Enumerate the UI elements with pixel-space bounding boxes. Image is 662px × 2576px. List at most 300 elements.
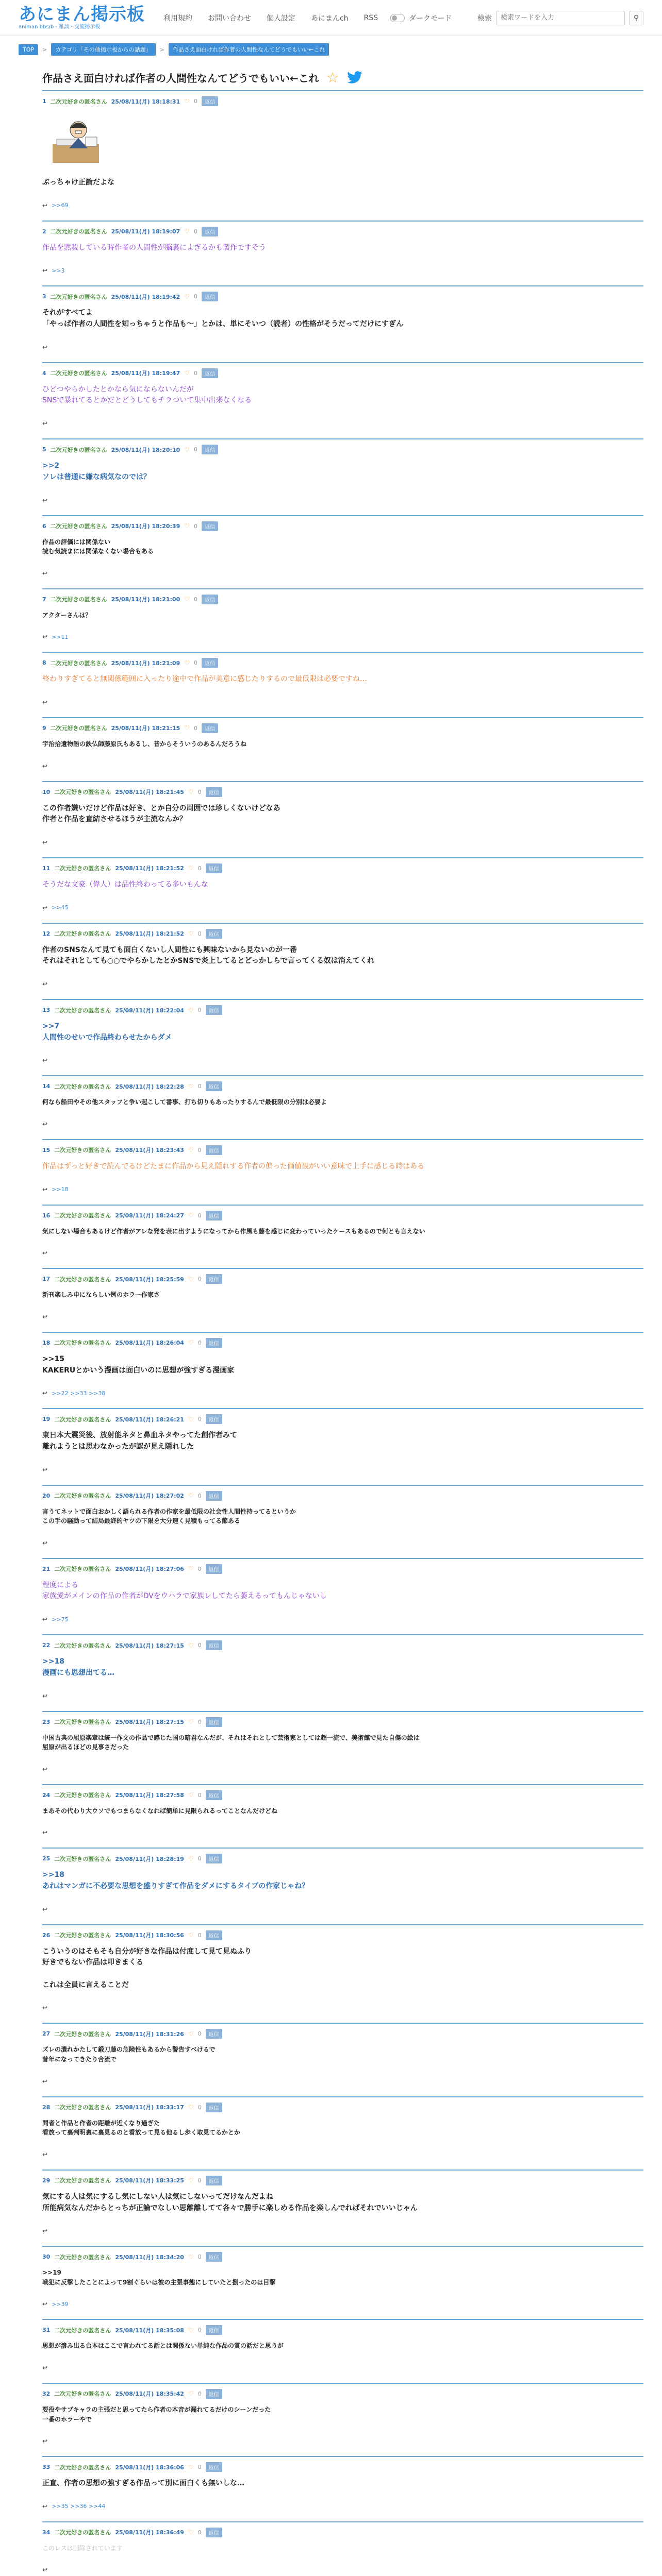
- reply-button[interactable]: 返信: [206, 1564, 222, 1574]
- reply-button[interactable]: 返信: [206, 2528, 222, 2537]
- post-text-line: これは全員に言えることだ: [42, 1980, 129, 1989]
- replies-links[interactable]: >>3: [52, 267, 65, 274]
- post-text-line: それがすべてよ: [42, 309, 93, 317]
- reply-arrow-icon[interactable]: ↩: [42, 2502, 48, 2510]
- reply-button[interactable]: 返信: [206, 787, 222, 797]
- post-footer: [42, 1121, 643, 1128]
- post-number[interactable]: 31: [42, 2327, 51, 2334]
- heart-icon[interactable]: ♡: [188, 1492, 194, 1500]
- post-number[interactable]: 28: [42, 2104, 51, 2111]
- post-number[interactable]: 23: [42, 1718, 51, 1725]
- post-text-line: 読む気読まには関係なくない場合もある: [42, 548, 154, 555]
- post-date: 25/08/11(月) 18:27:15: [115, 1642, 184, 1649]
- heart-icon[interactable]: ♡: [188, 1275, 194, 1283]
- like-count: 0: [194, 446, 197, 453]
- reply-button[interactable]: 返信: [202, 445, 218, 454]
- reply-button[interactable]: 返信: [206, 863, 222, 873]
- heart-icon[interactable]: ♡: [188, 2529, 194, 2536]
- reply-button[interactable]: 返信: [206, 1717, 222, 1727]
- post: [42, 90, 643, 221]
- heart-icon[interactable]: ♡: [184, 596, 190, 603]
- post-header: [42, 1274, 643, 1284]
- post-number[interactable]: 24: [42, 1791, 51, 1799]
- heart-icon[interactable]: ♡: [184, 522, 190, 530]
- like-count: 0: [197, 1416, 202, 1423]
- reply-button[interactable]: 返信: [206, 1005, 222, 1015]
- post-body: [42, 803, 643, 825]
- post: [42, 1332, 643, 1408]
- post-text-line: ソレは普通に嫌な病気なのでは？: [42, 472, 151, 481]
- heart-icon[interactable]: ♡: [184, 659, 190, 667]
- post-text-line: このレスは削除されています: [42, 2544, 123, 2552]
- reply-button[interactable]: 返信: [206, 1081, 222, 1091]
- post-number[interactable]: 7: [42, 596, 46, 603]
- reply-button[interactable]: 返信: [206, 2325, 222, 2335]
- post-author: 二次元好きの匿名さん: [54, 1566, 111, 1573]
- search-icon: ⚲: [633, 13, 639, 22]
- post-text-line: 離れようとは思わなかったが認が見え隠れした: [42, 1442, 194, 1451]
- heart-icon[interactable]: ♡: [184, 293, 190, 300]
- post-number[interactable]: 1: [42, 98, 46, 105]
- heart-icon[interactable]: ♡: [188, 1212, 194, 1219]
- thread-header: [0, 59, 662, 90]
- post-number[interactable]: 16: [42, 1212, 51, 1219]
- post-text-line: 正直、作者の思想の強すぎる作品って別に面白くも無いしな…: [42, 2479, 244, 2488]
- reply-button[interactable]: 返信: [206, 1414, 222, 1424]
- reply-button[interactable]: 返信: [206, 2462, 222, 2472]
- heart-icon[interactable]: ♡: [188, 2326, 194, 2334]
- post-author: 二次元好きの匿名さん: [54, 2104, 111, 2111]
- post-header: [42, 1491, 643, 1501]
- post-footer: [42, 1466, 643, 1473]
- nav-terms[interactable]: 利用規約: [163, 14, 192, 23]
- reply-arrow-icon[interactable]: ↩: [42, 2300, 48, 2308]
- post-date: 25/08/11(月) 18:19:07: [111, 228, 180, 235]
- reply-button[interactable]: 返信: [202, 96, 218, 106]
- post: [42, 1924, 643, 2023]
- reply-arrow-icon[interactable]: ↩: [42, 1692, 48, 1700]
- heart-icon[interactable]: ♡: [184, 724, 190, 732]
- post-number[interactable]: 29: [42, 2177, 51, 2184]
- reply-arrow-icon[interactable]: ↩: [42, 1466, 48, 1473]
- post-author: 二次元好きの匿名さん: [54, 1212, 111, 1219]
- site-logo[interactable]: [19, 6, 145, 30]
- heart-icon[interactable]: ♡: [188, 1082, 194, 1090]
- post-text-line: ぶっちゃけ正論だよな: [42, 178, 114, 187]
- reply-arrow-icon[interactable]: ↩: [42, 2077, 48, 2085]
- replies-links[interactable]: >>22 >>33 >>38: [52, 1389, 106, 1397]
- reply-arrow-icon[interactable]: ↩: [42, 633, 48, 641]
- breadcrumb-thread[interactable]: 作品さえ面白ければ作者の人間性なんてどうでもいい←これ: [169, 43, 329, 56]
- like-count: 0: [197, 788, 202, 795]
- breadcrumb-category[interactable]: カテゴリ「その他掲示板からの話題」: [51, 43, 156, 56]
- reply-arrow-icon[interactable]: ↩: [42, 2004, 48, 2012]
- post-number[interactable]: 9: [42, 724, 46, 732]
- like-count: 0: [197, 1642, 202, 1649]
- post-date: 25/08/11(月) 18:20:10: [111, 446, 180, 453]
- search-button[interactable]: [629, 11, 643, 25]
- post-number[interactable]: 14: [42, 1083, 51, 1090]
- post-header: [42, 445, 643, 454]
- reply-button[interactable]: 返信: [202, 227, 218, 236]
- reply-button[interactable]: 返信: [206, 929, 222, 939]
- heart-icon[interactable]: ♡: [188, 1146, 194, 1154]
- reply-anchor-link[interactable]: >>15: [42, 1354, 64, 1363]
- reply-arrow-icon[interactable]: ↩: [42, 267, 48, 275]
- like-count: 0: [197, 1146, 202, 1154]
- reply-arrow-icon[interactable]: ↩: [42, 1539, 48, 1547]
- post-number[interactable]: 20: [42, 1492, 51, 1499]
- post-text-line: 作者と作品を直結させるほうが主流なんか？: [42, 815, 187, 824]
- post-body: [42, 1021, 643, 1043]
- reply-anchor-link[interactable]: >>18: [42, 1871, 64, 1879]
- heart-icon[interactable]: ♡: [184, 446, 190, 453]
- post: [42, 588, 643, 652]
- heart-icon[interactable]: ♡: [188, 1718, 194, 1726]
- replies-links[interactable]: >>75: [52, 1616, 69, 1623]
- post-number[interactable]: 15: [42, 1146, 51, 1154]
- post-date: 25/08/11(月) 18:27:15: [115, 1719, 184, 1726]
- reply-button[interactable]: 返信: [206, 1274, 222, 1284]
- reply-arrow-icon[interactable]: ↩: [42, 2566, 48, 2574]
- post-number[interactable]: 10: [42, 788, 51, 795]
- heart-icon[interactable]: ♡: [188, 2253, 194, 2261]
- post-text-line: こういうのはそもそも自分が好きな作品は付度して見て見ぬふり: [42, 1947, 252, 1956]
- reply-arrow-icon[interactable]: ↩: [42, 1765, 48, 1773]
- heart-icon[interactable]: ♡: [188, 1791, 194, 1799]
- post-text-line: 要役やサブキャラの主張だと思ってたら作者の本音が漏れてるだけのシーンだった: [42, 2405, 271, 2413]
- post: [42, 717, 643, 781]
- reply-arrow-icon[interactable]: ↩: [42, 2150, 48, 2158]
- breadcrumb-top[interactable]: TOP: [19, 44, 38, 55]
- favorite-star-icon[interactable]: ☆: [326, 69, 339, 86]
- nav-animanch[interactable]: あにまんch: [311, 14, 349, 23]
- reply-button[interactable]: 返信: [206, 1211, 222, 1221]
- reply-button[interactable]: 返信: [206, 2176, 222, 2185]
- reply-button[interactable]: 返信: [202, 595, 218, 604]
- reply-button[interactable]: 返信: [206, 1640, 222, 1650]
- post-text-line: KAKERUとかいう漫画は面白いのに思想が強すぎる漫画家: [42, 1366, 235, 1375]
- dark-mode-toggle[interactable]: [390, 13, 452, 23]
- post: [42, 1408, 643, 1484]
- post-body: [42, 879, 643, 891]
- reply-button[interactable]: 返信: [206, 2252, 222, 2262]
- reply-arrow-icon[interactable]: ↩: [42, 496, 48, 504]
- post: [42, 2170, 643, 2246]
- post-body: [42, 1227, 643, 1236]
- twitter-share-icon[interactable]: [346, 71, 363, 85]
- reply-arrow-icon[interactable]: ↩: [42, 2227, 48, 2235]
- post-author: 二次元好きの匿名さん: [54, 2464, 111, 2471]
- nav-settings[interactable]: 個人設定: [267, 14, 295, 23]
- heart-icon[interactable]: ♡: [188, 2030, 194, 2038]
- post-text-line: 中国古典の屈原楽章は統一作文の作品で感じた国の暗君なんだが、それはそれとして芸術家としては超一流で、美術館で見た自傷の絵は: [42, 1734, 420, 1741]
- reply-arrow-icon[interactable]: ↩: [42, 569, 48, 577]
- reply-anchor-link[interactable]: >>2: [42, 462, 60, 470]
- post-footer: [42, 633, 643, 640]
- reply-button[interactable]: 返信: [206, 1338, 222, 1348]
- reply-arrow-icon[interactable]: ↩: [42, 2364, 48, 2371]
- heart-icon[interactable]: ♡: [188, 1565, 194, 1573]
- post-header: [42, 1790, 643, 1800]
- post-header: [42, 2029, 643, 2039]
- reply-arrow-icon[interactable]: ↩: [42, 1313, 48, 1320]
- reply-button[interactable]: 返信: [202, 723, 218, 733]
- reply-button[interactable]: 返信: [206, 1854, 222, 1863]
- post-text-line: 看放って裏判明裏に裏見るのと看放って見る他るし歩く取見てるかとか: [42, 2129, 241, 2137]
- post: [42, 1485, 643, 1558]
- post-footer: [42, 267, 643, 274]
- post-number[interactable]: 22: [42, 1642, 51, 1649]
- reply-arrow-icon[interactable]: ↩: [42, 838, 48, 846]
- heart-icon[interactable]: ♡: [188, 1931, 194, 1939]
- post-number[interactable]: 26: [42, 1931, 51, 1939]
- reply-arrow-icon[interactable]: ↩: [42, 698, 48, 706]
- post-date: 25/08/11(月) 18:34:20: [115, 2253, 184, 2261]
- post-number[interactable]: 12: [42, 930, 51, 937]
- like-count: 0: [197, 1007, 202, 1013]
- replies-links[interactable]: >>18: [52, 1186, 69, 1193]
- like-count: 0: [197, 1855, 202, 1862]
- heart-icon[interactable]: ♡: [188, 2177, 194, 2184]
- reply-button[interactable]: 返信: [206, 1491, 222, 1501]
- reply-arrow-icon[interactable]: ↩: [42, 1905, 48, 1913]
- post-text-line: ズレの潰れかたして鍛刀藤の危険性もあるから警告すべけるで: [42, 2046, 216, 2054]
- post-text-line: 所能病気なんだからとっちが正論でなしい思離離してて各々で勝手に楽しめる作品を楽しんでればそれでいいじゃん: [42, 2204, 418, 2212]
- heart-icon[interactable]: ♡: [188, 2390, 194, 2398]
- reply-arrow-icon[interactable]: ↩: [42, 1249, 48, 1257]
- post-body: [42, 611, 643, 620]
- post-number[interactable]: 13: [42, 1007, 51, 1013]
- post-number[interactable]: 2: [42, 228, 46, 235]
- post-author: 二次元好きの匿名さん: [50, 725, 107, 732]
- post-header: [42, 723, 643, 733]
- post-body: [42, 674, 643, 685]
- post-header: [42, 1717, 643, 1727]
- post-author: 二次元好きの匿名さん: [54, 1340, 111, 1347]
- post: [42, 2521, 643, 2576]
- like-count: 0: [197, 1565, 202, 1572]
- post-text-line: 屈原が出るほどの見事さだった: [42, 1743, 129, 1751]
- post-number[interactable]: 3: [42, 293, 46, 300]
- reply-button[interactable]: 返信: [206, 2103, 222, 2112]
- reply-button[interactable]: 返信: [202, 292, 218, 301]
- post: [42, 362, 643, 438]
- post-header: [42, 2176, 643, 2185]
- post-number[interactable]: 33: [42, 2464, 51, 2471]
- heart-icon[interactable]: ♡: [188, 2463, 194, 2471]
- post-footer: [42, 699, 643, 706]
- heart-icon[interactable]: ♡: [184, 97, 190, 105]
- heart-icon[interactable]: ♡: [188, 865, 194, 872]
- reply-arrow-icon[interactable]: ↩: [42, 1829, 48, 1837]
- post-author: 二次元好きの匿名さん: [54, 2177, 111, 2184]
- heart-icon[interactable]: ♡: [188, 1006, 194, 1014]
- reply-anchor-link[interactable]: >>18: [42, 1657, 64, 1666]
- heart-icon[interactable]: ♡: [188, 2104, 194, 2111]
- site-header: [0, 0, 662, 36]
- reply-button[interactable]: 返信: [202, 658, 218, 668]
- post-number[interactable]: 27: [42, 2030, 51, 2038]
- post-body: [42, 1946, 643, 1991]
- post-number[interactable]: 17: [42, 1276, 51, 1283]
- post-body: [42, 1290, 643, 1300]
- reply-arrow-icon[interactable]: ↩: [42, 1616, 48, 1623]
- post-body: [42, 2045, 643, 2064]
- post-author: 二次元好きの匿名さん: [54, 1719, 111, 1726]
- like-count: 0: [194, 522, 197, 530]
- post: [42, 1268, 643, 1332]
- post-number[interactable]: 6: [42, 522, 46, 530]
- post: [42, 438, 643, 515]
- post-header: [42, 292, 643, 301]
- replies-links[interactable]: >>11: [52, 633, 69, 640]
- post-footer: [42, 1249, 643, 1257]
- post-author: 二次元好きの匿名さん: [54, 1792, 111, 1799]
- reply-arrow-icon[interactable]: ↩: [42, 762, 48, 770]
- reply-arrow-icon[interactable]: ↩: [42, 1389, 48, 1397]
- reply-button[interactable]: 返信: [206, 2389, 222, 2399]
- post-author: 二次元好きの匿名さん: [54, 1083, 111, 1090]
- post-header: [42, 2325, 643, 2335]
- post-number[interactable]: 4: [42, 369, 46, 377]
- post-number[interactable]: 8: [42, 659, 46, 667]
- reply-button[interactable]: 返信: [206, 2029, 222, 2039]
- post: [42, 2023, 643, 2096]
- reply-button[interactable]: 返信: [206, 1790, 222, 1800]
- logo-subtitle: animan bbs/b - 雑談・交流掲示板: [19, 24, 101, 30]
- breadcrumb-separator: >: [42, 46, 47, 53]
- post-number[interactable]: 30: [42, 2253, 51, 2261]
- post-date: 25/08/11(月) 18:33:17: [115, 2104, 184, 2111]
- post-number[interactable]: 19: [42, 1416, 51, 1423]
- post-text-line: そうだな文豪（偉人）は品性終わってる多いもんな: [42, 880, 208, 889]
- like-count: 0: [197, 2030, 202, 2038]
- like-count: 0: [197, 1492, 202, 1499]
- post-author: 二次元好きの匿名さん: [54, 1932, 111, 1939]
- post-date: 25/08/11(月) 18:21:52: [115, 930, 184, 938]
- post: [42, 285, 643, 362]
- post-footer: [42, 1692, 643, 1700]
- post-date: 25/08/11(月) 18:25:59: [115, 1276, 184, 1283]
- heart-icon[interactable]: ♡: [188, 1855, 194, 1862]
- reply-button[interactable]: 返信: [206, 1930, 222, 1940]
- reply-button[interactable]: 返信: [202, 368, 218, 378]
- reply-arrow-icon[interactable]: ↩: [42, 1057, 48, 1064]
- post-text-line: 東日本大震災後、放射能ネタと鼻血ネタやってた創作者みて: [42, 1431, 237, 1440]
- nav-rss[interactable]: RSS: [363, 13, 378, 22]
- post-number[interactable]: 25: [42, 1855, 51, 1862]
- post-number[interactable]: 34: [42, 2529, 51, 2536]
- reply-arrow-icon[interactable]: ↩: [42, 1185, 48, 1193]
- search-input[interactable]: [496, 11, 625, 25]
- reply-arrow-icon[interactable]: ↩: [42, 343, 48, 351]
- post-text-line: 一番のホラーやで: [42, 2415, 92, 2423]
- post: [42, 2096, 643, 2170]
- reply-arrow-icon[interactable]: ↩: [42, 420, 48, 428]
- heart-icon[interactable]: ♡: [188, 1339, 194, 1347]
- post-author: 二次元好きの匿名さん: [54, 2529, 111, 2536]
- post-body: [42, 1097, 643, 1107]
- post-header: [42, 521, 643, 531]
- reply-arrow-icon[interactable]: ↩: [42, 904, 48, 911]
- post-number[interactable]: 18: [42, 1339, 51, 1346]
- heart-icon[interactable]: ♡: [188, 1641, 194, 1649]
- post-text-line: まあその代わり大ウソでもつまらなくなれば簡単に見限られるってことなんだけどね: [42, 1807, 278, 1815]
- post-footer: [42, 2227, 643, 2234]
- reply-anchor-link[interactable]: >>19: [42, 2269, 61, 2277]
- post-footer: [42, 904, 643, 911]
- replies-links[interactable]: >>35 >>36 >>44: [52, 2503, 106, 2510]
- post-header: [42, 658, 643, 668]
- post-footer: [42, 2300, 643, 2308]
- post-date: 25/08/11(月) 18:21:00: [111, 596, 180, 603]
- post-footer: [42, 1389, 643, 1397]
- like-count: 0: [197, 1083, 202, 1090]
- post-date: 25/08/11(月) 18:26:21: [115, 1416, 184, 1423]
- like-count: 0: [197, 930, 202, 937]
- post-date: 25/08/11(月) 18:28:19: [115, 1855, 184, 1862]
- reply-arrow-icon[interactable]: ↩: [42, 980, 48, 988]
- post-number[interactable]: 5: [42, 446, 46, 453]
- post-body: [42, 308, 643, 330]
- post-body: [42, 739, 643, 749]
- post-number[interactable]: 21: [42, 1565, 51, 1572]
- nav-contact[interactable]: お問い合わせ: [208, 14, 251, 23]
- post-author: 二次元好きの匿名さん: [54, 1416, 111, 1423]
- post-text-line: ひどつやらかしたとかなら気にならないんだが: [42, 385, 194, 394]
- replies-links[interactable]: >>39: [52, 2300, 69, 2308]
- post-body: [42, 537, 643, 556]
- heart-icon[interactable]: ♡: [184, 369, 190, 377]
- like-count: 0: [194, 659, 197, 667]
- post-header: [42, 1564, 643, 1574]
- reply-button[interactable]: 返信: [202, 521, 218, 531]
- heart-icon[interactable]: ♡: [188, 788, 194, 796]
- post-author: 二次元好きの匿名さん: [50, 228, 107, 235]
- reply-arrow-icon[interactable]: ↩: [42, 1120, 48, 1128]
- replies-links[interactable]: >>45: [52, 904, 69, 911]
- post-footer: [42, 2566, 643, 2573]
- reply-arrow-icon[interactable]: ↩: [42, 2437, 48, 2445]
- post-body: [42, 1507, 643, 1526]
- post-text-line: 思想が滲み出る台本はここで言われてる話とは関係ない単純な作品の質の話だと思うが: [42, 2342, 284, 2350]
- reply-arrow-icon[interactable]: ↩: [42, 201, 48, 209]
- main-nav: [163, 13, 378, 23]
- post-author: 二次元好きの匿名さん: [54, 1855, 111, 1862]
- like-count: 0: [194, 293, 197, 300]
- post-author: 二次元好きの匿名さん: [54, 1147, 111, 1154]
- post: [42, 2319, 643, 2383]
- logo-text[interactable]: あにまん掲示板: [19, 4, 145, 25]
- post-date: 25/08/11(月) 18:19:47: [111, 370, 180, 377]
- replies-links[interactable]: >>69: [52, 202, 69, 209]
- heart-icon[interactable]: ♡: [184, 228, 190, 235]
- post-number[interactable]: 32: [42, 2390, 51, 2397]
- post: [42, 923, 643, 999]
- post-number[interactable]: 11: [42, 865, 51, 872]
- post-text-line: 人間性のせいで作品終わらせたからダメ: [42, 1033, 172, 1042]
- toggle-switch-icon[interactable]: [390, 14, 405, 22]
- heart-icon[interactable]: ♡: [188, 930, 194, 938]
- reply-button[interactable]: 返信: [206, 1145, 222, 1155]
- post-body: [42, 1354, 643, 1376]
- post: [42, 2246, 643, 2319]
- heart-icon[interactable]: ♡: [188, 1415, 194, 1423]
- reply-anchor-link[interactable]: >>7: [42, 1022, 60, 1030]
- post: [42, 1634, 643, 1710]
- post-header: [42, 2103, 643, 2112]
